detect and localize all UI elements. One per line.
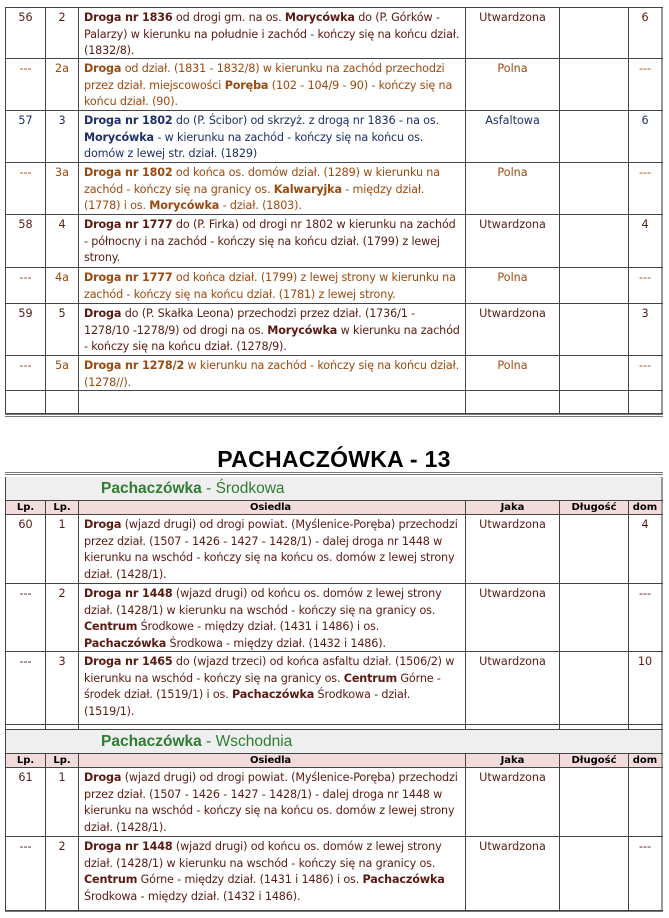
- road-description: [79, 652, 466, 724]
- table-row: [5, 356, 663, 391]
- road-length: [560, 163, 629, 214]
- bold-name: Droga: [84, 771, 122, 784]
- empty-cell: [629, 391, 663, 413]
- sub-lp-number: 5: [46, 304, 79, 355]
- header-dom: dom: [629, 754, 663, 767]
- table-row: [5, 268, 663, 304]
- empty-cell: [5, 391, 46, 413]
- header-lp1: Lp.: [5, 501, 46, 514]
- empty-cell: [5, 725, 46, 729]
- road-length: [560, 837, 629, 910]
- subsection-suffix: - Wschodnia: [201, 733, 293, 750]
- description-text: Górne - między dział. (1431 i 1486) i os.: [137, 873, 363, 887]
- table-row: [5, 163, 663, 215]
- section-divider: [5, 472, 663, 475]
- bold-name: Droga nr 1802: [84, 166, 173, 179]
- lp-number: 61: [5, 768, 46, 836]
- road-length: [560, 584, 629, 651]
- house-count: 6: [629, 8, 663, 58]
- table-row: [5, 8, 663, 59]
- road-length: [560, 304, 629, 355]
- house-count: ---: [629, 268, 663, 303]
- surface-type: Utwardzona: [466, 768, 560, 836]
- section-title: PACHACZÓWKA - 13: [217, 446, 451, 472]
- header-dlugosc: Długość: [560, 501, 629, 514]
- surface-type: Polna: [466, 356, 560, 390]
- road-description: [79, 515, 466, 583]
- sub-lp-number: 2: [46, 8, 79, 58]
- description-text: - w kierunku na zachód - kończy się na końcu os. domów z lewej str. dział. (1829): [84, 130, 424, 161]
- table-row: [5, 111, 663, 163]
- road-description: [79, 837, 466, 910]
- house-count: ---: [629, 356, 663, 390]
- sub-lp-number: 2: [46, 584, 79, 651]
- bold-name: Morycówka: [149, 199, 220, 213]
- description-text: od drogi gm. na os.: [172, 11, 285, 24]
- road-description: [79, 584, 466, 651]
- description-text: (wjazd drugi) od końcu os. domów z lewej strony dział. (1428/1) w kierunku na wschód - kończy się na granicy os.: [84, 587, 442, 617]
- road-length: [560, 8, 629, 58]
- description-text: Środkowa - między dział. (1432 i 1486).: [84, 889, 301, 903]
- house-count: ---: [629, 584, 663, 651]
- house-count: 4: [629, 515, 663, 583]
- bold-name: Pachaczówka: [232, 688, 315, 702]
- description-text: Środkowa - między dział. (1432 i 1486).: [166, 636, 386, 650]
- description-text: do (P. Górków - Palarzy) w kierunku na południe i zachód - kończy się na końcu dział. (1832/8).: [84, 11, 460, 58]
- road-description: [79, 111, 466, 162]
- bold-name: Centrum: [84, 620, 138, 634]
- table-row: [5, 837, 663, 911]
- description-text: do (P. Firka) od drogi nr 1802 w kierunku na zachód - północny i na zachód - kończy się na końcu dział. (1799) z lewej strony.: [84, 218, 456, 265]
- empty-cell: [46, 725, 79, 729]
- subsection-name: Pachaczówka: [101, 480, 202, 497]
- description-text: do (P. Ścibor) od skrzyż. z drogą nr 1836 - na os.: [172, 114, 439, 127]
- surface-type: Polna: [466, 163, 560, 214]
- header-dlugosc: Długość: [560, 754, 629, 767]
- road-description: [79, 304, 466, 355]
- lp-number: ---: [5, 59, 46, 110]
- sub-lp-number: 5a: [46, 356, 79, 390]
- table-row: [5, 768, 663, 837]
- lp-number: ---: [5, 356, 46, 390]
- description-text: od końca os. domów dział. (1289) w kierunku na zachód - kończy się na granicy os.: [84, 166, 440, 196]
- table-bottom-border: [5, 911, 663, 912]
- lp-number: ---: [5, 584, 46, 651]
- empty-cell: [466, 725, 560, 729]
- bold-name: Kalwaryjka: [273, 182, 342, 196]
- sub-lp-number: 2a: [46, 59, 79, 110]
- road-length: [560, 768, 629, 836]
- header-osiedla: Osiedla: [79, 501, 466, 514]
- surface-type: Polna: [466, 268, 560, 303]
- sub-lp-number: 1: [46, 515, 79, 583]
- header-lp2: Lp.: [46, 754, 79, 767]
- road-description: [79, 163, 466, 214]
- house-count: 10: [629, 652, 663, 724]
- table-row: [5, 652, 663, 725]
- section-divider: [5, 414, 663, 417]
- surface-type: Utwardzona: [466, 584, 560, 651]
- road-length: [560, 111, 629, 162]
- lp-number: 59: [5, 304, 46, 355]
- bold-name: Droga nr 1836: [84, 11, 173, 24]
- subsection-heading-srodkowa: [5, 477, 663, 500]
- bold-name: Droga nr 1777: [84, 218, 173, 231]
- description-text: w kierunku na zachód - kończy się na końcu dział. (1278//).: [84, 359, 460, 389]
- bold-name: Droga nr 1777: [84, 271, 173, 284]
- lp-number: ---: [5, 268, 46, 303]
- table-row: [5, 215, 663, 268]
- bold-name: Droga nr 1802: [84, 114, 173, 127]
- subsection-name: Pachaczówka: [101, 733, 202, 750]
- surface-type: Utwardzona: [466, 837, 560, 910]
- house-count: 4: [629, 215, 663, 267]
- bold-name: Droga nr 1465: [84, 655, 173, 668]
- bold-name: Poręba: [224, 78, 269, 92]
- table-row: [5, 304, 663, 356]
- bold-name: Droga: [84, 62, 122, 75]
- description-text: w kierunku na zachód - kończy się na końcu dział. (1278/9).: [84, 323, 460, 354]
- sub-lp-number: 1: [46, 768, 79, 836]
- lp-number: ---: [5, 652, 46, 724]
- house-count: [629, 768, 663, 836]
- description-text: (102 - 104/9 - 90) - kończy się na końcu dział. (90).: [84, 78, 453, 109]
- header-jaka: Jaka: [466, 501, 560, 514]
- lp-number: 56: [5, 8, 46, 58]
- road-length: [560, 215, 629, 267]
- header-lp2: Lp.: [46, 501, 79, 514]
- bold-name: Droga: [84, 307, 122, 320]
- description-text: Górne - środek dział. (1519/1) i os.: [84, 671, 441, 702]
- sub-lp-number: 3: [46, 652, 79, 724]
- subsection-suffix: - Środkowa: [201, 480, 285, 497]
- description-text: (wjazd drugi) od drogi powiat. (Myślenice-Poręba) przechodzi przez dział. (1507 - 1426 - 1427 - 1428/1) - dalej droga nr 1448 w kierunku na wschód - kończy się na końcu os. domów z lewej strony dział. (1428/1).: [84, 518, 458, 581]
- header-jaka: Jaka: [466, 754, 560, 767]
- description-text: (wjazd drugi) od końcu os. domów z lewej strony dział. (1428/1) w kierunku na wschód - kończy się na granicy os.: [84, 840, 442, 870]
- header-dom: dom: [629, 501, 663, 514]
- sub-lp-number: 3a: [46, 163, 79, 214]
- empty-cell: [560, 725, 629, 729]
- road-description: [79, 215, 466, 267]
- road-length: [560, 59, 629, 110]
- table-header: [5, 500, 663, 515]
- bold-name: Pachaczówka: [362, 873, 445, 887]
- empty-cell: [79, 725, 466, 729]
- empty-cell: [79, 391, 466, 413]
- house-count: 6: [629, 111, 663, 162]
- lp-number: ---: [5, 837, 46, 910]
- surface-type: Utwardzona: [466, 215, 560, 267]
- road-length: [560, 652, 629, 724]
- bold-name: Morycówka: [84, 130, 154, 144]
- road-description: [79, 768, 466, 836]
- surface-type: Utwardzona: [466, 652, 560, 724]
- table-row: [5, 584, 663, 652]
- road-description: [79, 8, 466, 58]
- road-length: [560, 356, 629, 390]
- table-header: [5, 753, 663, 768]
- empty-table-row: [5, 391, 663, 414]
- bold-name: Droga nr 1448: [84, 840, 173, 853]
- surface-type: Utwardzona: [466, 515, 560, 583]
- surface-type: Asfaltowa: [466, 111, 560, 162]
- table-row: [5, 515, 663, 584]
- description-text: od dział. (1831 - 1832/8) w kierunku na zachód przechodzi przez dział. miejscowości: [84, 62, 445, 92]
- house-count: ---: [629, 837, 663, 910]
- subsection-heading-wschodnia: [5, 730, 663, 753]
- bold-name: Centrum: [84, 873, 138, 887]
- sub-lp-number: 4a: [46, 268, 79, 303]
- road-description: [79, 356, 466, 390]
- house-count: ---: [629, 59, 663, 110]
- bold-name: Pachaczówka: [84, 636, 167, 650]
- lp-number: 58: [5, 215, 46, 267]
- bold-name: Morycówka: [284, 11, 355, 24]
- empty-cell: [629, 725, 663, 729]
- sub-lp-number: 2: [46, 837, 79, 910]
- description-text: do (wjazd trzeci) od końca asfaltu dział. (1506/2) w kierunku na wschód - kończy się na granicy os.: [84, 655, 455, 685]
- description-text: od końca dział. (1799) z lewej strony w kierunku na zachód - kończy się na końcu dział. (1781) z lewej strony.: [84, 271, 456, 301]
- lp-number: ---: [5, 163, 46, 214]
- header-lp1: Lp.: [5, 754, 46, 767]
- description-text: Środkowe - między dział. (1431 i 1486) i os.: [137, 620, 380, 634]
- bold-name: Morycówka: [267, 323, 338, 337]
- lp-number: 60: [5, 515, 46, 583]
- road-length: [560, 515, 629, 583]
- bold-name: Droga nr 1278/2: [84, 359, 185, 372]
- road-description: [79, 268, 466, 303]
- surface-type: Polna: [466, 59, 560, 110]
- surface-type: Utwardzona: [466, 304, 560, 355]
- description-text: - między dział. (1778) i os.: [84, 182, 425, 213]
- description-text: Środkowa - dział. (1519/1).: [84, 688, 411, 718]
- empty-cell: [46, 391, 79, 413]
- road-length: [560, 268, 629, 303]
- road-description: [79, 59, 466, 110]
- description-text: (wjazd drugi) od drogi powiat. (Myślenice-Poręba) przechodzi przez dział. (1507 - 1426 - 1427 - 1428/1) - dalej droga nr 1448 w kierunku na wschód - kończy się na końcu os. domów z lewej strony dział. (1428/1).: [84, 771, 458, 834]
- bold-name: Droga nr 1448: [84, 587, 173, 600]
- bold-name: Centrum: [343, 671, 397, 685]
- description-text: - dział. (1803).: [219, 199, 302, 213]
- bold-name: Droga: [84, 518, 122, 531]
- empty-cell: [466, 391, 560, 413]
- empty-cell: [560, 391, 629, 413]
- header-osiedla: Osiedla: [79, 754, 466, 767]
- surface-type: Utwardzona: [466, 8, 560, 58]
- lp-number: 57: [5, 111, 46, 162]
- house-count: 3: [629, 304, 663, 355]
- house-count: ---: [629, 163, 663, 214]
- sub-lp-number: 4: [46, 215, 79, 267]
- table-row: [5, 59, 663, 111]
- description-text: do (P. Skałka Leona) przechodzi przez dział. (1736/1 - 1278/10 -1278/9) od drogi na os.: [84, 307, 415, 337]
- sub-lp-number: 3: [46, 111, 79, 162]
